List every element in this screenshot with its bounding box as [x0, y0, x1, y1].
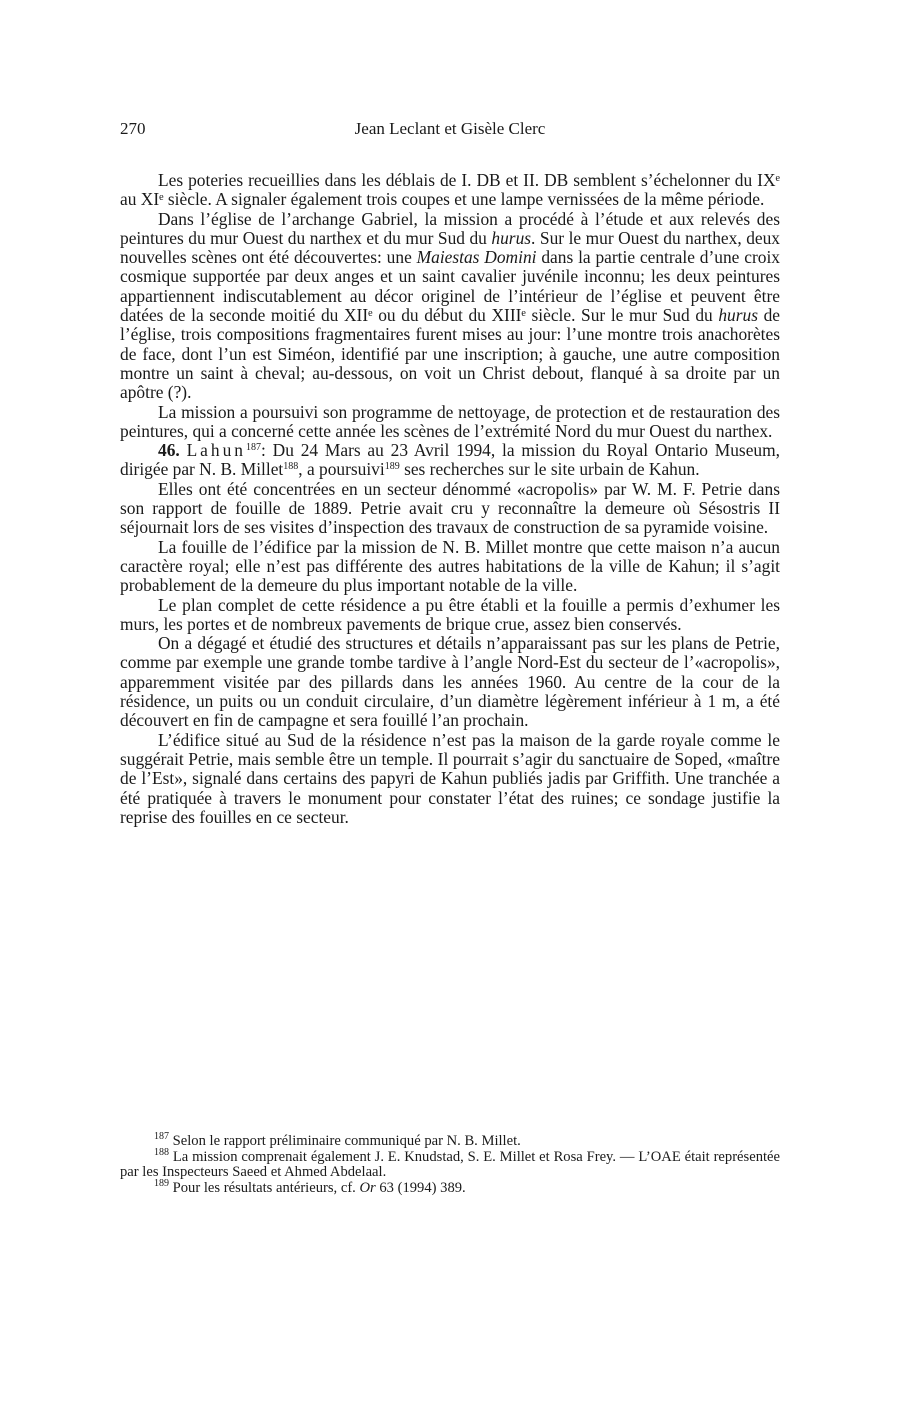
footnote-text: La mission comprenait également J. E. Knudstad, S. E. Millet et Rosa Frey. — L’OAE était représentée par les Inspecteurs Saeed et Ahmed Abdelaal.	[120, 1148, 780, 1181]
site-name: Lahun	[186, 440, 246, 461]
journal-abbreviation: Or	[359, 1179, 376, 1196]
italic-term-hurus: hurus	[491, 227, 532, 248]
main-text	[120, 171, 780, 827]
footnote-mark: 187	[154, 1131, 169, 1142]
footnotes	[120, 1131, 780, 1196]
footnote-ref-189: 189	[384, 461, 400, 473]
section-number: 46.	[158, 440, 180, 461]
paragraph-residence-plan: Le plan complet de cette résidence a pu être établi et la fouille a permis d’exhumer les murs, les portes et de nombreux pavements de brique crue, assez bien conservés.	[120, 594, 780, 634]
footnote-text: Selon le rapport préliminaire communiqué par N. B. Millet.	[169, 1133, 521, 1149]
page-number: 270	[120, 119, 146, 138]
paragraph-acropolis: Elles ont été concentrées en un secteur dénommé «acropolis» par W. M. F. Petrie dans son rapport de fouille de 1889. Petrie avait cru y reconnaître la demeure où Sésostris II séjournait lors de ses visites d’inspection des travaux de construction de sa pyramide voisine.	[120, 478, 780, 538]
page-header	[120, 119, 780, 141]
paragraph-millet-excavation: La fouille de l’édifice par la mission de N. B. Millet montre que cette maison n’a aucun caractère royal; elle n’est pas différente des autres habitations de la ville de Kahun; il s’agit probablement de la demeure du plus important notable de la ville.	[120, 536, 780, 596]
footnote-text: Pour les résultats antérieurs, cf.	[169, 1179, 360, 1196]
text-run: : Du 24 Mars au 23 Avril 1994, la mission du Royal Ontario Museum, dirigée par N. B. Millet	[120, 440, 780, 480]
paragraph-temple: L’édifice situé au Sud de la résidence n’est pas la maison de la garde royale comme le suggérait Petrie, mais semble être un temple. Il pourrait s’agir du sanctuaire de Soped, «maître de l’Est», signalé dans certains des papyri de Kahun publiés jadis par Griffith. Une tranchée a été pratiquée à travers le monument pour constater l’état des ruines; ce sondage justifie la reprise des fouilles en ce secteur.	[120, 729, 780, 827]
footnote-189	[120, 1177, 780, 1197]
footnote-mark: 189	[154, 1177, 169, 1189]
italic-term-maiestas-domini: Maiestas Domini	[416, 247, 537, 268]
running-head: Jean Leclant et Gisèle Clerc	[354, 119, 546, 138]
text-run: , a poursuivi	[298, 459, 385, 480]
text-run: Dans l’église de l’archange Gabriel, la mission a procédé à l’étude et aux relevés des peintures du mur Ouest du narthex et du mur Sud du	[120, 208, 780, 248]
text-run: . Sur le mur Ouest du narthex, deux nouvelles scènes ont été découvertes: une	[120, 227, 781, 268]
paragraph-gabriel-church	[120, 210, 780, 403]
italic-term-hurus: hurus	[718, 305, 758, 326]
paragraph-structures: On a dégagé et étudié des structures et détails n’apparaissant pas sur les plans de Petrie, comme par exemple une grande tombe tardive à l’angle Nord-Est du secteur de l’«acropolis», apparemment visitée par des pillards dans les années 1960. Au centre de la cour de la résidence, un puits ou un conduit circulaire, d’un diamètre légèrement inférieur à 1 m, a été découvert en fin de campagne et sera fouillé l’an prochain.	[120, 633, 780, 731]
footnote-187	[120, 1131, 780, 1150]
paragraph-restoration: La mission a poursuivi son programme de nettoyage, de protection et de restauration des peintures, qui a concerné cette année les scènes de l’extrémité Nord du mur Ouest du narthex.	[120, 401, 780, 441]
paragraph-potteries: Les poteries recueillies dans les déblais de I. DB et II. DB semblent s’échelonner du IXᵉ au XIᵉ siècle. A signaler également trois coupes et une lampe vernissées de la même période.	[120, 170, 780, 210]
text-run: ses recherches sur le site urbain de Kahun.	[399, 459, 700, 480]
footnote-ref-188: 188	[283, 461, 299, 473]
section-46-lahun	[120, 441, 780, 480]
footnote-mark: 188	[154, 1146, 169, 1158]
text-run: dans la partie centrale d’une croix cosmique supportée par deux anges et un saint cavalier juvénile inconnu; les deux peintures appartiennent indiscutablement au décor originel de l’intérieur de l’église et peuvent être datées de la seconde moitié du XIIᵉ ou du début du XIIIᵉ siècle. Sur le mur Sud du	[120, 247, 780, 326]
footnote-188	[120, 1146, 780, 1181]
text-run: de l’église, trois compositions fragmentaires furent mises au jour: l’une montre trois anachorètes de face, dont l’un est Siméon, identifié par une inscription; à gauche, une autre composition montre un saint à cheval; au-dessous, on voit un Christ debout, flanqué à sa droite par un apôtre (?).	[120, 305, 781, 403]
footnote-ref-187: 187	[246, 442, 261, 454]
footnote-text: 63 (1994) 389.	[375, 1179, 466, 1196]
